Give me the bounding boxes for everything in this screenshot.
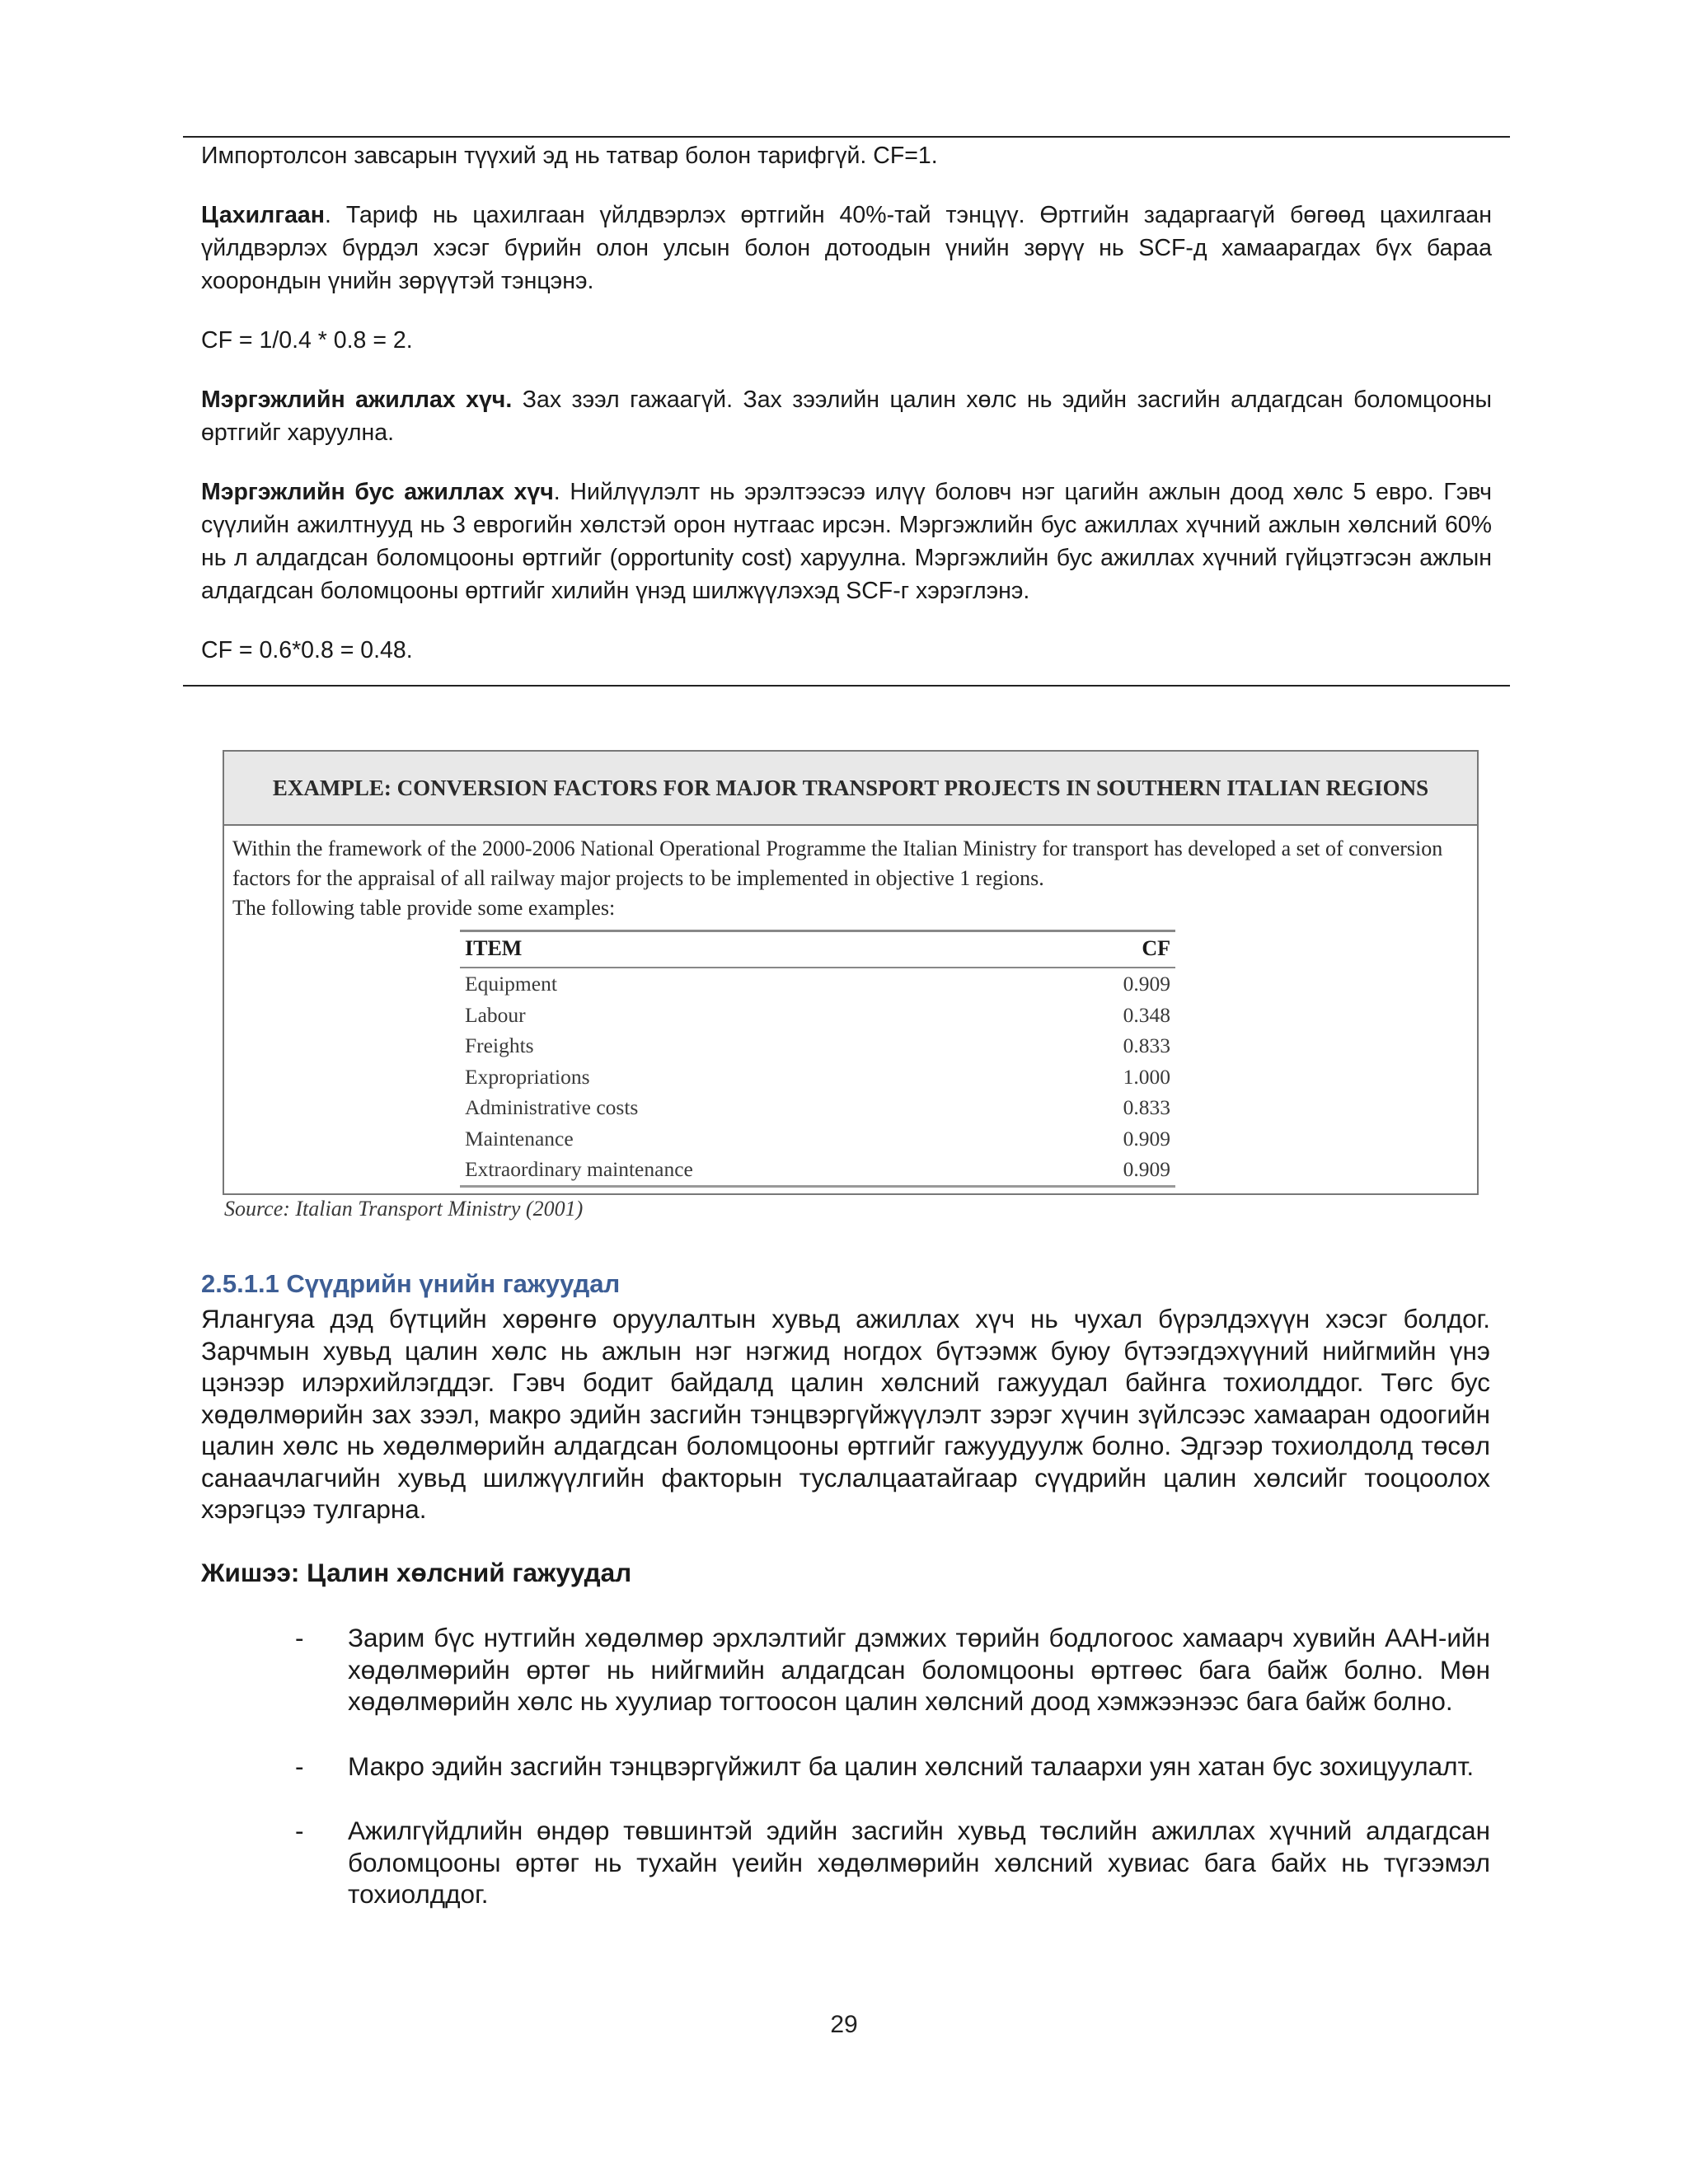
electricity-label: Цахилгаан [201, 202, 325, 228]
example-box-title: EXAMPLE: CONVERSION FACTORS FOR MAJOR TRANSPORT PROJECTS IN SOUTHERN ITALIAN REGIONS [224, 752, 1477, 826]
electricity-paragraph: Цахилгаан. Тариф нь цахилгаан үйлдвэрлэх өртгийн 40%-тай тэнцүү. Өртгийн задаргаагүй бөгөөд цахилгаан үйлдвэрлэх бүрдэл хэсэг бүрийн олон улсын болон дотоодын үнийн зөрүү нь SCF-д хамаарагдах бүх бараа хоорондын үнийн зөрүүтэй тэнцэнэ. [201, 202, 1492, 294]
example-box [223, 750, 1479, 1195]
cf-cell: 0.909 [1123, 972, 1170, 996]
cf-cell: 1.000 [1123, 1064, 1170, 1089]
table-row [460, 1062, 1175, 1093]
cf-cell: 0.833 [1123, 1095, 1170, 1119]
table-header-row [460, 931, 1175, 968]
list-item: - Зарим бүс нутгийн хөдөлмөр эрхлэлтийг дэмжих төрийн бодлогоос хамаарч хувийн ААН-ийн хөдөлмөрийн өртөг нь нийгмийн алдагдсан боломцооны өртгөөс бага байж болно. Мөн хөдөлмөрийн хөлс нь хуулиар тогтоосон цалин хөлсний доод хэмжээнээс бага байж болно. [295, 1623, 1490, 1716]
section-paragraph: Ялангуяа дэд бүтцийн хөрөнгө оруулалтын хувьд ажиллах хүч нь чухал бүрэлдэхүүн хэсэг болдог. Зарчмын хувьд цалин хөлс нь ажлын нэг нэгжид ногдох бүтээмж буюу бүтээгдэхүүний нийгмийн үнэ цэнээр илэрхийлэгддэг. Гэвч бодит байдалд цалин хөлсний гажуудал байнга тохиолддог. Төгс бус хөдөлмөрийн зах зээл, макро эдийн засгийн тэнцвэргүйжүүлэлт зэрэг хүчин зүйлсээс хамааран одоогийн цалин хөлс нь хөдөлмөрийн алдагдсан боломцооны өртгийг гажуудуулж болно. Эдгээр тохиолдолд төсөл санаачлагчийн хувьд шилжүүлгийн факторын туслалцаатайгаар сүүдрийн цалин хөлсийг тооцоолох хэрэгцээ тулгарна. [201, 1304, 1490, 1524]
item-cell: Maintenance [465, 1126, 574, 1151]
unskilled-labour-label: Мэргэжлийн бус ажиллах хүч [201, 479, 554, 505]
table-row [460, 1092, 1175, 1123]
list-item: - Ажилгүйдлийн өндөр төвшинтэй эдийн засгийн хувьд төслийн ажиллах хүчний алдагдсан боломцооны өртөг нь тухайн үеийн хөдөлмөрийн хөлсний хувиас бага байх нь түгээмэл тохиолддог. [295, 1816, 1490, 1909]
skilled-labour-label: Мэргэжлийн ажиллах хүч. [201, 387, 513, 413]
table-row [460, 1154, 1175, 1186]
skilled-labour-paragraph: Мэргэжлийн ажиллах хүч. Зах зээл гажаагүй. Зах зээлийн цалин хөлс нь эдийн засгийн алдагдсан боломцооны өртгийг харуулна. [201, 387, 1492, 446]
conversion-factor-table [460, 930, 1175, 1188]
section-heading: 2.5.1.1 Сүүдрийн үнийн гажуудал [201, 1269, 621, 1298]
table-row [460, 1030, 1175, 1062]
item-cell: Labour [465, 1002, 526, 1027]
table-source-note: Source: Italian Transport Ministry (2001) [224, 1197, 584, 1221]
imported-goods-paragraph: Импортолсон завсарын түүхий эд нь татвар болон тарифгүй. CF=1. [201, 143, 938, 169]
cf-cell: 0.348 [1123, 1002, 1170, 1027]
example-intro-2: The following table provide some examples: [232, 896, 616, 920]
unskilled-labour-formula: CF = 0.6*0.8 = 0.48. [201, 637, 413, 663]
example-intro: Within the framework of the 2000-2006 National Operational Programme the Italian Ministry for transport has developed a set of conversion factors for the appraisal of all railway major projects to be implemented in objective 1 regions. [232, 837, 1443, 890]
electricity-formula: CF = 1/0.4 * 0.8 = 2. [201, 327, 413, 354]
example-heading: Жишээ: Цалин хөлсний гажуудал [201, 1558, 632, 1587]
item-cell: Administrative costs [465, 1095, 639, 1119]
bullet-marker: - [295, 1816, 304, 1845]
column-header-cf: CF [1037, 931, 1175, 968]
item-cell: Freights [465, 1033, 534, 1057]
table-row [460, 1123, 1175, 1155]
page-number: 29 [830, 2011, 858, 2038]
unskilled-labour-paragraph: Мэргэжлийн бус ажиллах хүч. Нийлүүлэлт нь эрэлтээсээ илүү боловч нэг цагийн ажлын доод хөлс 5 евро. Гэвч сүүлийн ажилтнууд нь 3 еврогийн хөлстэй орон нутгаас ирсэн. Мэргэжлийн бус ажиллах хүчний ажлын хөлсний 60% нь л алдагдсан боломцооны өртгийг (opportunity cost) харуулна. Мэргэжлийн бус ажиллах хүчний гүйцэтгэсэн ажлын алдагдсан боломцооны өртгийг хилийн үнэд шилжүүлэхэд SCF-г хэрэглэнэ. [201, 479, 1493, 604]
cf-notes-box [183, 136, 1510, 687]
table-row [460, 968, 1175, 1000]
bullet-list [201, 1622, 1490, 1943]
cf-cell: 0.909 [1123, 1126, 1170, 1151]
table-row [460, 1000, 1175, 1031]
cf-cell: 0.833 [1123, 1033, 1170, 1057]
bullet-marker: - [295, 1623, 304, 1652]
item-cell: Equipment [465, 972, 557, 996]
list-item: - Макро эдийн засгийн тэнцвэргүйжилт ба цалин хөлсний талаархи уян хатан бус зохицуулалт. [295, 1750, 1475, 1781]
item-cell: Extraordinary maintenance [460, 1154, 1037, 1186]
example-box-body [224, 826, 1477, 1188]
item-cell: Expropriations [465, 1064, 590, 1089]
column-header-item: ITEM [460, 931, 1037, 968]
bullet-marker: - [295, 1750, 304, 1781]
cf-cell: 0.909 [1037, 1154, 1175, 1186]
